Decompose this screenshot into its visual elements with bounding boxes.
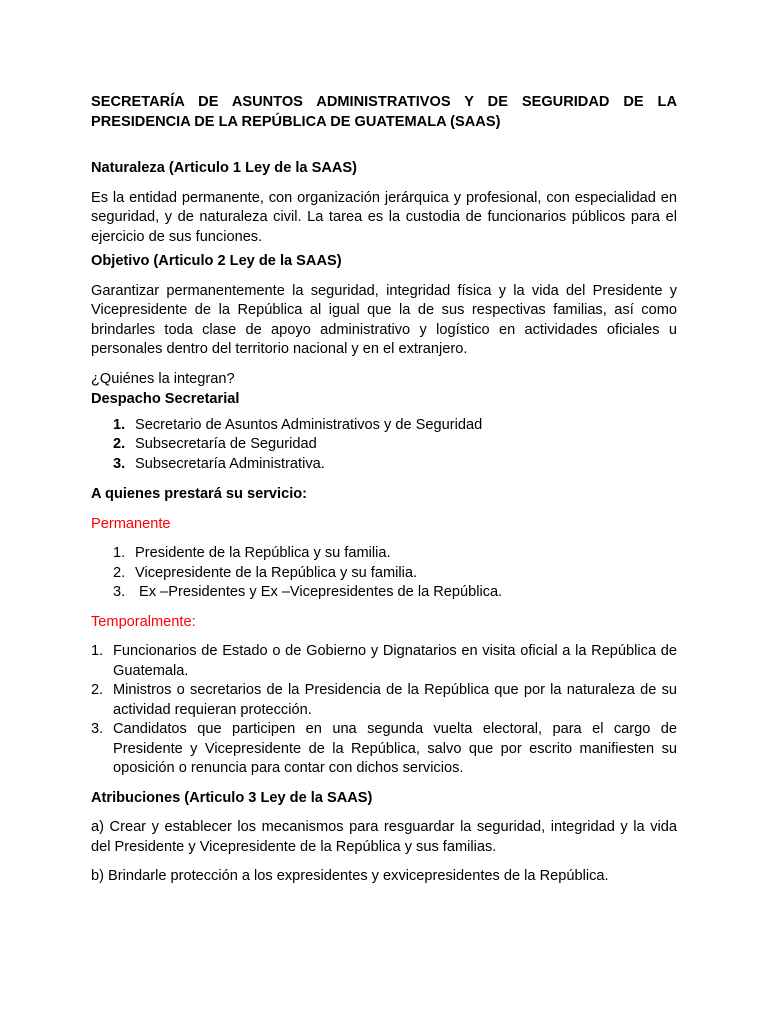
temporalmente-list: [91, 642, 677, 779]
list-item-text: Funcionarios de Estado o de Gobierno y Dignatarios en visita oficial a la República de Guatemala.: [113, 643, 677, 679]
temporalmente-label: Temporalmente:: [91, 613, 196, 630]
document-content: [91, 93, 677, 887]
list-item: [91, 564, 677, 584]
objetivo-text: Garantizar permanentemente la seguridad, integridad física y la vida del Presidente y Vicepresidente de la República al igual que la de sus respectivas familias, así como brindarles toda clase de apoyo administrativo y logístico en actividades oficiales u personales dentro del territorio nacional y en el extranjero.: [91, 282, 677, 357]
naturaleza-text: Es la entidad permanente, con organización jerárquica y profesional, con especialidad en seguridad, y de naturaleza civil. La tarea es la custodia de funcionarios públicos para el ejercicio de sus funciones.: [91, 189, 677, 245]
list-item-text: Ex –Presidentes y Ex –Vicepresidentes de la República.: [135, 584, 503, 600]
list-item: [91, 416, 677, 436]
list-item: [91, 544, 677, 564]
list-number: 3.: [113, 584, 126, 600]
list-number: 1.: [113, 545, 126, 561]
list-number: 3.: [91, 721, 104, 737]
list-number: 3.: [113, 455, 126, 472]
atribuciones-item-b: b) Brindarle protección a los expresidentes y exvicepresidentes de la República.: [91, 868, 609, 884]
list-item-text: Ministros o secretarios de la Presidencia de la República que por la naturaleza de su actividad requieran protección.: [113, 682, 677, 718]
list-item-text: Vicepresidente de la República y su familia.: [135, 564, 418, 581]
naturaleza-heading: Naturaleza (Articulo 1 Ley de la SAAS): [91, 160, 358, 176]
list-item: [91, 583, 677, 603]
despacho-list: [91, 416, 677, 475]
list-item: [91, 681, 677, 720]
permanente-label: Permanente: [91, 515, 171, 532]
list-number: 1.: [91, 643, 104, 659]
list-item-text: Candidatos que participen en una segunda vuelta electoral, para el cargo de Presidente y Vicepresidente de la República, salvo que por escrito manifiesten su oposición o renuncia para contar con dichos servicios.: [113, 721, 677, 776]
list-item-text: Subsecretaría de Seguridad: [135, 436, 317, 452]
list-item: [91, 720, 677, 779]
objetivo-heading: Objetivo (Articulo 2 Ley de la SAAS): [91, 253, 342, 269]
atribuciones-heading: Atribuciones (Articulo 3 Ley de la SAAS): [91, 789, 373, 806]
list-number: 1.: [113, 416, 126, 433]
list-number: 2.: [113, 436, 126, 452]
list-number: 2.: [91, 682, 104, 698]
integran-question: ¿Quiénes la integran?: [91, 370, 235, 387]
list-item-text: Presidente de la República y su familia.: [135, 545, 391, 561]
list-item: [91, 435, 677, 455]
permanente-list: [91, 544, 677, 603]
list-item-text: Subsecretaría Administrativa.: [135, 455, 325, 472]
list-item-text: Secretario de Asuntos Administrativos y de Seguridad: [135, 416, 483, 433]
despacho-heading: Despacho Secretarial: [91, 391, 240, 407]
servicio-heading: A quienes prestará su servicio:: [91, 486, 308, 502]
list-item: [91, 455, 677, 475]
list-number: 2.: [113, 564, 126, 581]
document-title: SECRETARÍA DE ASUNTOS ADMINISTRATIVOS Y DE SEGURIDAD DE LA PRESIDENCIA DE LA REPÚBLICA DE GUATEMALA (SAAS): [91, 94, 677, 130]
atribuciones-item-a: a) Crear y establecer los mecanismos para resguardar la seguridad, integridad y la vida del Presidente y Vicepresidente de la República y sus familias.: [91, 819, 677, 855]
list-item: [91, 642, 677, 681]
